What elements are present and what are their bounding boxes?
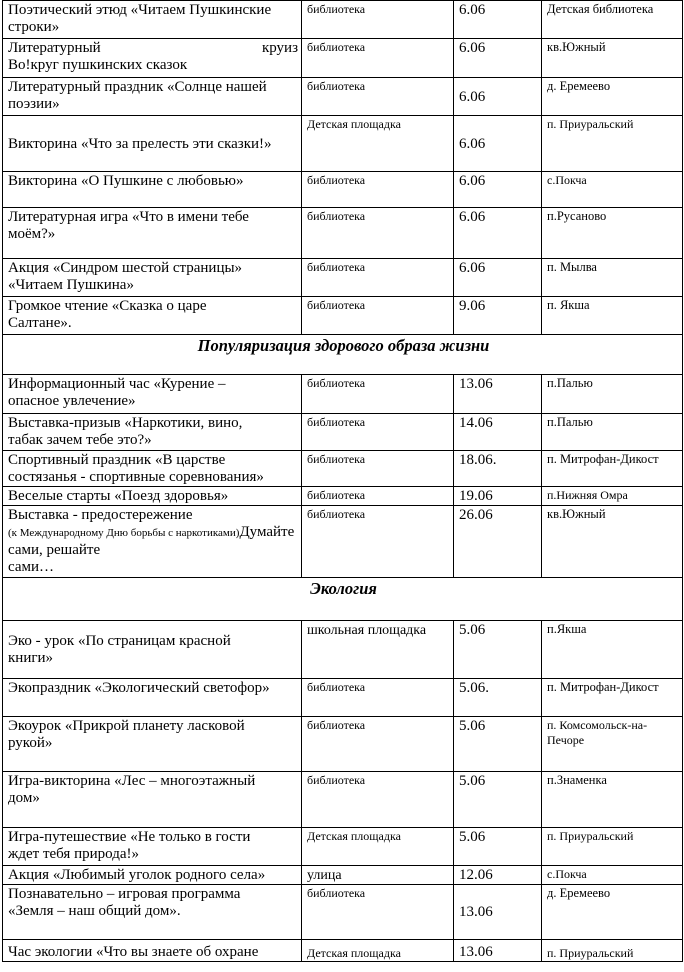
location-cell: п. Приуральский bbox=[542, 940, 683, 962]
event-cell: Веселые старты «Поезд здоровья» bbox=[3, 487, 302, 506]
location-cell: кв.Южный bbox=[542, 506, 683, 578]
location-cell: п. Приуральский bbox=[542, 116, 683, 172]
place-cell: Детская площадка bbox=[302, 940, 454, 962]
table-row bbox=[3, 172, 683, 208]
table-row bbox=[3, 78, 683, 116]
place-cell: библиотека bbox=[302, 772, 454, 828]
location-cell: п. Митрофан-Дикост bbox=[542, 679, 683, 717]
place-cell: библиотека bbox=[302, 1, 454, 39]
table-row bbox=[3, 717, 683, 772]
date-cell: 6.06 bbox=[454, 116, 542, 172]
location-cell: Детская библиотека bbox=[542, 1, 683, 39]
place-cell: улица bbox=[302, 866, 454, 885]
place-cell: библиотека bbox=[302, 39, 454, 78]
date-cell: 14.06 bbox=[454, 414, 542, 451]
table-row bbox=[3, 414, 683, 451]
date-cell: 12.06 bbox=[454, 866, 542, 885]
event-cell: Громкое чтение «Сказка о царе Салтане». bbox=[3, 297, 302, 335]
table-row bbox=[3, 208, 683, 259]
place-cell: библиотека bbox=[302, 172, 454, 208]
event-cell: Поэтический этюд «Читаем Пушкинские строки» bbox=[3, 1, 302, 39]
section-heading-health: Популяризация здорового образа жизни bbox=[3, 335, 683, 375]
table-row bbox=[3, 451, 683, 487]
location-cell: с.Покча bbox=[542, 172, 683, 208]
place-cell: библиотека bbox=[302, 375, 454, 414]
date-cell: 6.06 bbox=[454, 208, 542, 259]
event-cell: Акция «Синдром шестой страницы» «Читаем Пушкина» bbox=[3, 259, 302, 297]
date-cell: 6.06 bbox=[454, 78, 542, 116]
event-cell: Литературная игра «Что в имени тебе моём?» bbox=[3, 208, 302, 259]
event-cell: Информационный час «Курение – опасное увлечение» bbox=[3, 375, 302, 414]
table-row bbox=[3, 940, 683, 962]
event-cell: Игра-путешествие «Не только в гости ждет тебя природа!» bbox=[3, 828, 302, 866]
event-cell: Игра-викторина «Лес – многоэтажный дом» bbox=[3, 772, 302, 828]
event-cell: Познавательно – игровая программа «Земля – наш общий дом». bbox=[3, 885, 302, 940]
table-row bbox=[3, 866, 683, 885]
date-cell: 13.06 bbox=[454, 885, 542, 940]
place-cell: школьная площадка bbox=[302, 621, 454, 679]
location-cell: п. Митрофан-Дикост bbox=[542, 451, 683, 487]
table-row bbox=[3, 828, 683, 866]
date-cell: 19.06 bbox=[454, 487, 542, 506]
date-cell: 5.06 bbox=[454, 828, 542, 866]
table-row bbox=[3, 679, 683, 717]
event-cell: Час экологии «Что вы знаете об охране bbox=[3, 940, 302, 962]
place-cell: Детская площадка bbox=[302, 828, 454, 866]
location-cell: п.Палью bbox=[542, 414, 683, 451]
event-cell: Викторина «Что за прелесть эти сказки!» bbox=[3, 116, 302, 172]
event-cell: Акция «Любимый уголок родного села» bbox=[3, 866, 302, 885]
event-cell: Выставка-призыв «Наркотики, вино, табак зачем тебе это?» bbox=[3, 414, 302, 451]
date-cell: 5.06 bbox=[454, 772, 542, 828]
location-cell: п. Мылва bbox=[542, 259, 683, 297]
table-row bbox=[3, 621, 683, 679]
date-cell: 18.06. bbox=[454, 451, 542, 487]
location-cell: п.Знаменка bbox=[542, 772, 683, 828]
table-row bbox=[3, 772, 683, 828]
place-cell: библиотека bbox=[302, 208, 454, 259]
date-cell: 5.06 bbox=[454, 621, 542, 679]
date-cell: 13.06 bbox=[454, 940, 542, 962]
place-cell: библиотека bbox=[302, 259, 454, 297]
table-row bbox=[3, 297, 683, 335]
table-row bbox=[3, 506, 683, 578]
place-cell: библиотека bbox=[302, 679, 454, 717]
event-cell: Литературный круиз Во!круг пушкинских сказок bbox=[3, 39, 302, 78]
table-row bbox=[3, 885, 683, 940]
section-row bbox=[3, 578, 683, 621]
event-cell: Викторина «О Пушкине с любовью» bbox=[3, 172, 302, 208]
place-cell: библиотека bbox=[302, 717, 454, 772]
section-heading-ecology: Экология bbox=[3, 578, 683, 621]
date-cell: 6.06 bbox=[454, 1, 542, 39]
location-cell: кв.Южный bbox=[542, 39, 683, 78]
table-row bbox=[3, 39, 683, 78]
date-cell: 26.06 bbox=[454, 506, 542, 578]
location-cell: д. Еремеево bbox=[542, 78, 683, 116]
location-cell: д. Еремеево bbox=[542, 885, 683, 940]
location-cell: п.Русаново bbox=[542, 208, 683, 259]
section-row bbox=[3, 335, 683, 375]
table-row bbox=[3, 375, 683, 414]
table-row bbox=[3, 487, 683, 506]
date-cell: 9.06 bbox=[454, 297, 542, 335]
date-cell: 6.06 bbox=[454, 259, 542, 297]
place-cell: библиотека bbox=[302, 885, 454, 940]
date-cell: 5.06 bbox=[454, 717, 542, 772]
place-cell: библиотека bbox=[302, 487, 454, 506]
event-cell: Эко - урок «По страницам красной книги» bbox=[3, 621, 302, 679]
location-cell: п.Нижняя Омра bbox=[542, 487, 683, 506]
place-cell: библиотека bbox=[302, 414, 454, 451]
table-row bbox=[3, 1, 683, 39]
location-cell: с.Покча bbox=[542, 866, 683, 885]
place-cell: Детская площадка bbox=[302, 116, 454, 172]
event-cell: Выставка - предостережение (к Международному Дню борьбы с наркотиками)Думайте сами, решайте сами… bbox=[3, 506, 302, 578]
events-table bbox=[2, 0, 683, 962]
location-cell: п. Якша bbox=[542, 297, 683, 335]
event-cell: Спортивный праздник «В царстве состязанья - спортивные соревнования» bbox=[3, 451, 302, 487]
table-row bbox=[3, 259, 683, 297]
place-cell: библиотека bbox=[302, 297, 454, 335]
location-cell: п. Комсомольск-на-Печоре bbox=[542, 717, 683, 772]
event-cell: Литературный праздник «Солнце нашей поэзии» bbox=[3, 78, 302, 116]
place-cell: библиотека bbox=[302, 451, 454, 487]
date-cell: 6.06 bbox=[454, 172, 542, 208]
place-cell: библиотека bbox=[302, 506, 454, 578]
location-cell: п.Палью bbox=[542, 375, 683, 414]
date-cell: 13.06 bbox=[454, 375, 542, 414]
date-cell: 5.06. bbox=[454, 679, 542, 717]
table-row bbox=[3, 116, 683, 172]
event-cell: Экопраздник «Экологический светофор» bbox=[3, 679, 302, 717]
date-cell: 6.06 bbox=[454, 39, 542, 78]
place-cell: библиотека bbox=[302, 78, 454, 116]
location-cell: п.Якша bbox=[542, 621, 683, 679]
location-cell: п. Приуральский bbox=[542, 828, 683, 866]
event-cell: Экоурок «Прикрой планету ласковой рукой» bbox=[3, 717, 302, 772]
